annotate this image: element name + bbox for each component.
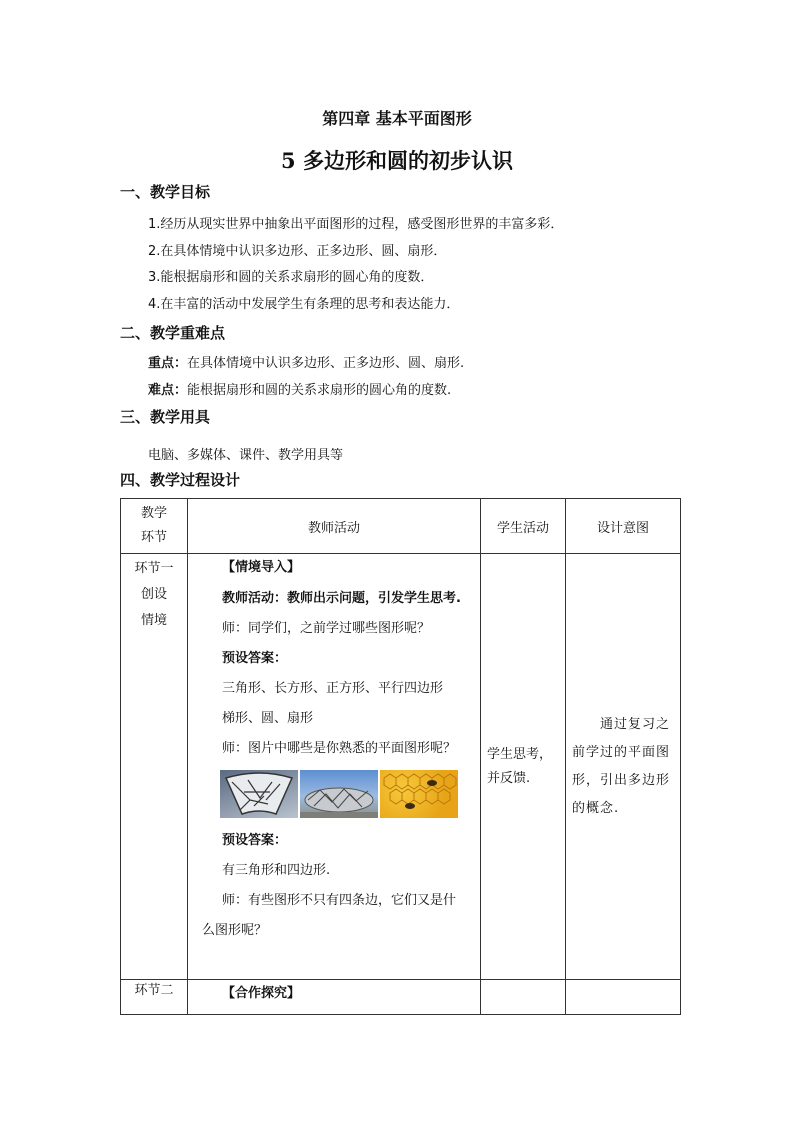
explore-tag: 【合作探究】	[222, 986, 301, 1001]
header-student: 学生活动	[481, 499, 566, 554]
design-line: 形，引出多边形	[572, 772, 671, 788]
stage-cell: 环节二	[121, 980, 188, 1015]
design-line: 通过复习之	[600, 716, 671, 732]
teacher-activity-cell	[188, 980, 481, 1015]
section-heading-goals: 一、教学目标	[120, 183, 211, 201]
goal-item: 4.在丰富的活动中发展学生有条理的思考和表达能力．	[148, 297, 460, 312]
table-row	[121, 554, 681, 980]
header-stage-line: 教学	[140, 506, 167, 521]
question-3-line: 师：有些图形不只有四条边，它们又是什	[222, 893, 457, 908]
difficulty-text: 能根据扇形和圆的关系求扇形的圆心角的度数.	[187, 383, 452, 398]
student-line: 并反馈.	[487, 770, 531, 786]
question-2: 师：图片中哪些是你熟悉的平面图形呢？	[222, 741, 457, 756]
lesson-title: 5 多边形和圆的初步认识	[281, 148, 513, 173]
design-intent-cell	[566, 554, 681, 980]
answer-1-line: 梯形、圆、扇形	[222, 711, 314, 726]
scene-tag: 【情境导入】	[222, 560, 301, 575]
header-design: 设计意图	[566, 499, 681, 554]
answer-label: 预设答案：	[222, 651, 288, 666]
difficulty-line	[148, 379, 451, 398]
section-heading-key-points: 二、教学重难点	[120, 324, 226, 342]
header-teacher: 教师活动	[188, 499, 481, 554]
table-header-row	[121, 499, 681, 554]
design-line: 前学过的平面图	[572, 744, 671, 760]
stage-line: 创设	[140, 587, 167, 602]
process-table	[120, 498, 681, 1015]
chapter-title: 第四章 基本平面图形	[322, 109, 472, 128]
answer-label: 预设答案：	[222, 833, 288, 848]
difficulty-label: 难点：	[148, 383, 188, 398]
question-1: 师：同学们，之前学过哪些图形呢？	[222, 621, 431, 636]
goal-item: 1.经历从现实世界中抽象出平面图形的过程，感受图形世界的丰富多彩．	[148, 217, 564, 232]
header-stage-line: 环节	[140, 530, 167, 545]
student-activity-cell	[481, 554, 566, 980]
section-heading-process: 四、教学过程设计	[120, 471, 241, 489]
honeycomb-image	[380, 770, 458, 818]
focus-label: 重点：	[148, 356, 188, 371]
table-row	[121, 980, 681, 1015]
focus-line	[148, 352, 464, 371]
goal-item: 2.在具体情境中认识多边形、正多边形、圆、扇形．	[148, 244, 447, 259]
answer-1-line: 三角形、长方形、正方形、平行四边形	[222, 681, 444, 696]
tools-text: 电脑、多媒体、课件、教学用具等	[148, 448, 344, 463]
teacher-activity-cell	[188, 554, 481, 980]
student-activity-cell	[481, 980, 566, 1015]
stage-line: 环节一	[134, 561, 174, 576]
focus-text: 在具体情境中认识多边形、正多边形、圆、扇形.	[187, 356, 465, 371]
stage-line: 情境	[140, 613, 167, 628]
stage-cell	[121, 554, 188, 980]
student-line: 学生思考，	[487, 746, 553, 762]
teacher-activity-text: 教师活动：教师出示问题，引发学生思考.	[222, 591, 461, 606]
goal-item: 3.能根据扇形和圆的关系求扇形的圆心角的度数．	[148, 270, 434, 285]
answer-2: 有三角形和四边形.	[222, 863, 331, 878]
section-heading-tools: 三、教学用具	[120, 408, 211, 426]
header-stage	[121, 499, 188, 554]
design-intent-cell	[566, 980, 681, 1015]
question-3-line: 么图形呢？	[202, 923, 268, 938]
design-line: 的概念.	[572, 800, 620, 816]
fan-window-image	[220, 770, 298, 818]
birds-nest-stadium-image	[300, 770, 378, 818]
figure-images	[220, 770, 480, 818]
